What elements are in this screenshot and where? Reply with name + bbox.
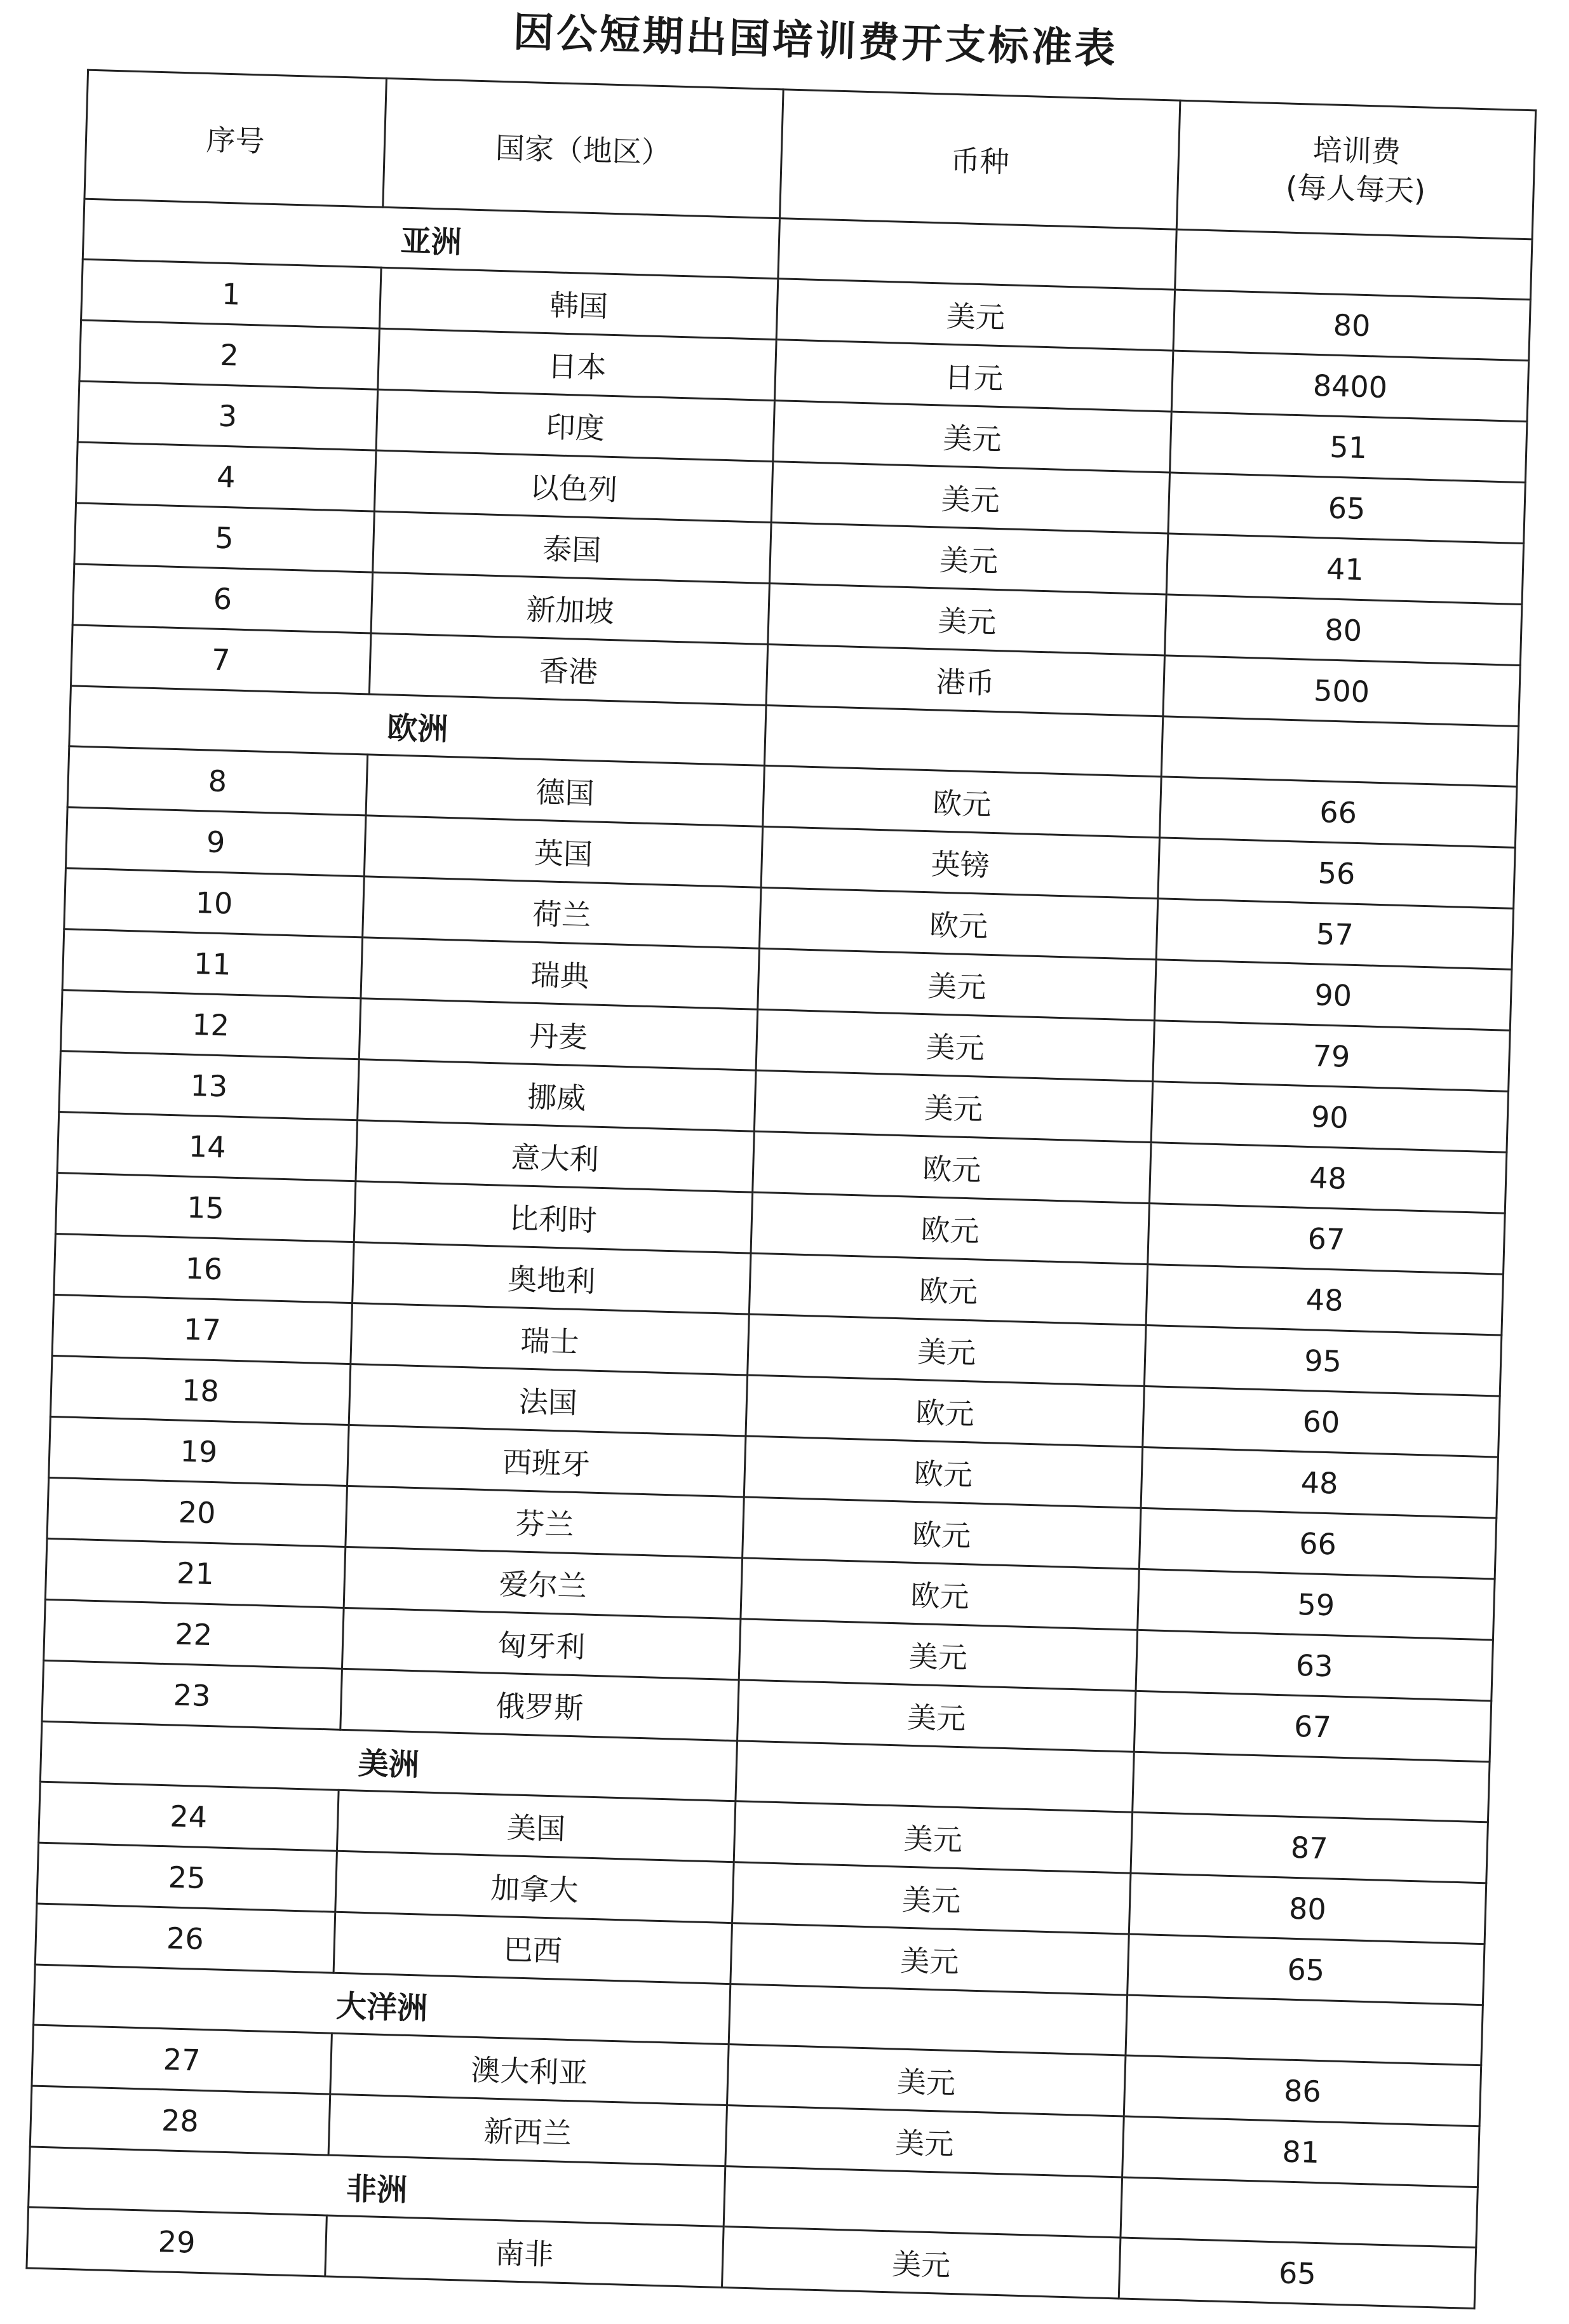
- cell-fee: 63: [1136, 1630, 1493, 1701]
- region-label: 美洲: [40, 1721, 737, 1801]
- cell-fee: 67: [1134, 1691, 1491, 1762]
- table-body: [27, 199, 1532, 2308]
- cell-no: 27: [32, 2025, 332, 2094]
- cell-no: 13: [59, 1051, 359, 1120]
- cell-country: 以色列: [374, 450, 772, 522]
- cell-currency: 欧元: [749, 1253, 1147, 1325]
- cell-currency: 美元: [758, 948, 1156, 1020]
- cell-fee: 80: [1129, 1873, 1486, 1944]
- cell-country: 巴西: [333, 1912, 732, 1984]
- cell-fee: 95: [1144, 1325, 1501, 1396]
- header-fee-line1: 培训费: [1312, 132, 1401, 170]
- cell-fee: 65: [1119, 2238, 1476, 2309]
- cell-currency: 欧元: [751, 1192, 1149, 1264]
- cell-no: 10: [64, 868, 364, 937]
- cell-currency: 港币: [766, 644, 1164, 716]
- cell-no: 14: [57, 1112, 357, 1181]
- cell-currency: 欧元: [753, 1131, 1151, 1203]
- cell-no: 16: [54, 1234, 354, 1303]
- cell-no: 23: [42, 1660, 342, 1730]
- cell-country: 匈牙利: [342, 1608, 740, 1679]
- cell-country: 新西兰: [328, 2094, 727, 2166]
- cell-fee: 56: [1158, 838, 1515, 909]
- cell-country: 韩国: [379, 267, 778, 339]
- empty-cell: [736, 1741, 1134, 1812]
- cell-currency: 美元: [771, 462, 1169, 534]
- header-currency: 币种: [779, 90, 1180, 229]
- cell-currency: 美元: [737, 1680, 1136, 1752]
- cell-country: 比利时: [354, 1181, 752, 1253]
- cell-fee: 57: [1156, 899, 1513, 970]
- cell-country: 芬兰: [346, 1486, 744, 1557]
- cell-no: 2: [79, 320, 379, 389]
- cell-fee: 66: [1139, 1508, 1496, 1579]
- cell-no: 21: [45, 1538, 345, 1608]
- cell-currency: 美元: [739, 1619, 1137, 1691]
- header-fee: [1176, 100, 1535, 239]
- cell-fee: 80: [1165, 594, 1522, 666]
- cell-fee: 65: [1128, 1934, 1485, 2005]
- cell-country: 南非: [325, 2215, 724, 2287]
- cell-country: 挪威: [358, 1059, 756, 1131]
- cell-currency: 欧元: [744, 1436, 1142, 1508]
- cell-fee: 48: [1149, 1143, 1506, 1214]
- header-fee-line2: (每人每天): [1285, 170, 1426, 208]
- cell-no: 25: [37, 1843, 337, 1912]
- cell-currency: 美元: [756, 1009, 1154, 1081]
- cell-currency: 欧元: [759, 887, 1157, 959]
- cell-country: 日本: [378, 328, 776, 400]
- cell-country: 英国: [364, 816, 762, 887]
- cell-no: 8: [67, 746, 367, 816]
- cell-currency: 美元: [722, 2226, 1120, 2298]
- cell-country: 加拿大: [335, 1851, 734, 1923]
- cell-no: 26: [35, 1904, 335, 1973]
- cell-fee: 500: [1163, 655, 1520, 727]
- cell-currency: 日元: [774, 340, 1173, 412]
- cell-country: 印度: [376, 389, 774, 461]
- cell-no: 24: [39, 1782, 339, 1851]
- cell-fee: 80: [1173, 290, 1530, 361]
- cell-currency: 英镑: [761, 826, 1159, 898]
- empty-cell: [729, 1984, 1127, 2055]
- cell-no: 19: [49, 1416, 349, 1486]
- cell-fee: 90: [1154, 960, 1511, 1031]
- region-label: 大洋洲: [34, 1965, 731, 2045]
- cell-country: 瑞典: [361, 937, 759, 1009]
- cell-currency: 美元: [731, 1923, 1129, 1995]
- cell-country: 香港: [369, 633, 767, 705]
- cell-currency: 美元: [769, 523, 1168, 594]
- cell-country: 德国: [366, 755, 764, 826]
- cell-currency: 美元: [732, 1862, 1131, 1934]
- cell-fee: 65: [1168, 473, 1525, 544]
- cell-no: 11: [62, 929, 362, 998]
- cell-no: 29: [27, 2207, 327, 2276]
- cell-fee: 79: [1153, 1021, 1510, 1092]
- cell-currency: 美元: [725, 2106, 1124, 2177]
- cell-country: 新加坡: [371, 572, 769, 644]
- cell-no: 28: [30, 2086, 330, 2155]
- cell-fee: 90: [1151, 1082, 1508, 1153]
- cell-no: 6: [72, 564, 372, 633]
- cell-fee: 41: [1166, 534, 1523, 605]
- cell-fee: 67: [1148, 1204, 1505, 1275]
- page-title: 因公短期出国培训费开支标准表: [512, 8, 1119, 73]
- cell-no: 15: [55, 1173, 355, 1242]
- cell-country: 爱尔兰: [344, 1547, 742, 1618]
- cell-country: 法国: [349, 1364, 747, 1436]
- cell-fee: 60: [1143, 1386, 1500, 1457]
- cell-currency: 欧元: [741, 1558, 1139, 1630]
- cell-country: 奥地利: [353, 1242, 751, 1314]
- empty-cell: [724, 2166, 1122, 2238]
- empty-cell: [1133, 1752, 1490, 1822]
- empty-cell: [778, 218, 1176, 290]
- cell-currency: 美元: [776, 279, 1175, 351]
- cell-no: 12: [60, 990, 360, 1059]
- cell-currency: 美元: [773, 401, 1171, 473]
- cell-country: 俄罗斯: [340, 1669, 739, 1740]
- cell-fee: 8400: [1171, 351, 1528, 422]
- cell-country: 泰国: [373, 511, 771, 583]
- cell-country: 荷兰: [363, 877, 761, 948]
- cell-currency: 欧元: [763, 765, 1161, 837]
- cell-no: 22: [44, 1599, 344, 1669]
- cell-currency: 美元: [734, 1801, 1132, 1873]
- header-no: 序号: [84, 70, 386, 207]
- cell-currency: 美元: [727, 2045, 1126, 2116]
- cell-country: 瑞士: [351, 1303, 749, 1375]
- empty-cell: [1161, 716, 1518, 787]
- cell-country: 澳大利亚: [330, 2033, 729, 2105]
- cell-no: 20: [47, 1477, 347, 1547]
- cell-fee: 51: [1170, 412, 1527, 483]
- cell-currency: 欧元: [746, 1375, 1144, 1447]
- cell-no: 5: [74, 503, 374, 572]
- cell-country: 丹麦: [359, 998, 757, 1070]
- cell-currency: 美元: [748, 1314, 1146, 1386]
- cell-no: 18: [50, 1355, 350, 1425]
- empty-cell: [1126, 1995, 1483, 2065]
- cell-currency: 美元: [768, 583, 1166, 655]
- cell-no: 3: [77, 381, 377, 450]
- empty-cell: [764, 705, 1162, 776]
- training-fee-table: [25, 69, 1537, 2309]
- cell-currency: 欧元: [743, 1497, 1141, 1569]
- region-label: 欧洲: [69, 686, 766, 766]
- cell-fee: 66: [1160, 777, 1517, 848]
- cell-fee: 86: [1124, 2055, 1481, 2126]
- cell-country: 西班牙: [347, 1425, 746, 1497]
- region-label: 非洲: [29, 2147, 725, 2227]
- region-label: 亚洲: [83, 199, 779, 279]
- empty-cell: [1175, 229, 1532, 300]
- cell-fee: 81: [1122, 2116, 1479, 2187]
- cell-fee: 59: [1138, 1569, 1495, 1640]
- cell-country: 意大利: [356, 1120, 754, 1192]
- cell-no: 1: [81, 259, 381, 328]
- cell-currency: 美元: [754, 1070, 1152, 1142]
- cell-fee: 87: [1131, 1812, 1488, 1883]
- header-country: 国家（地区）: [383, 78, 783, 218]
- cell-no: 9: [65, 807, 365, 877]
- cell-no: 17: [52, 1294, 352, 1364]
- cell-country: 美国: [337, 1790, 735, 1862]
- cell-no: 7: [71, 625, 371, 694]
- cell-fee: 48: [1146, 1265, 1503, 1336]
- cell-no: 4: [76, 442, 376, 511]
- empty-cell: [1121, 2177, 1478, 2248]
- cell-fee: 48: [1141, 1447, 1498, 1518]
